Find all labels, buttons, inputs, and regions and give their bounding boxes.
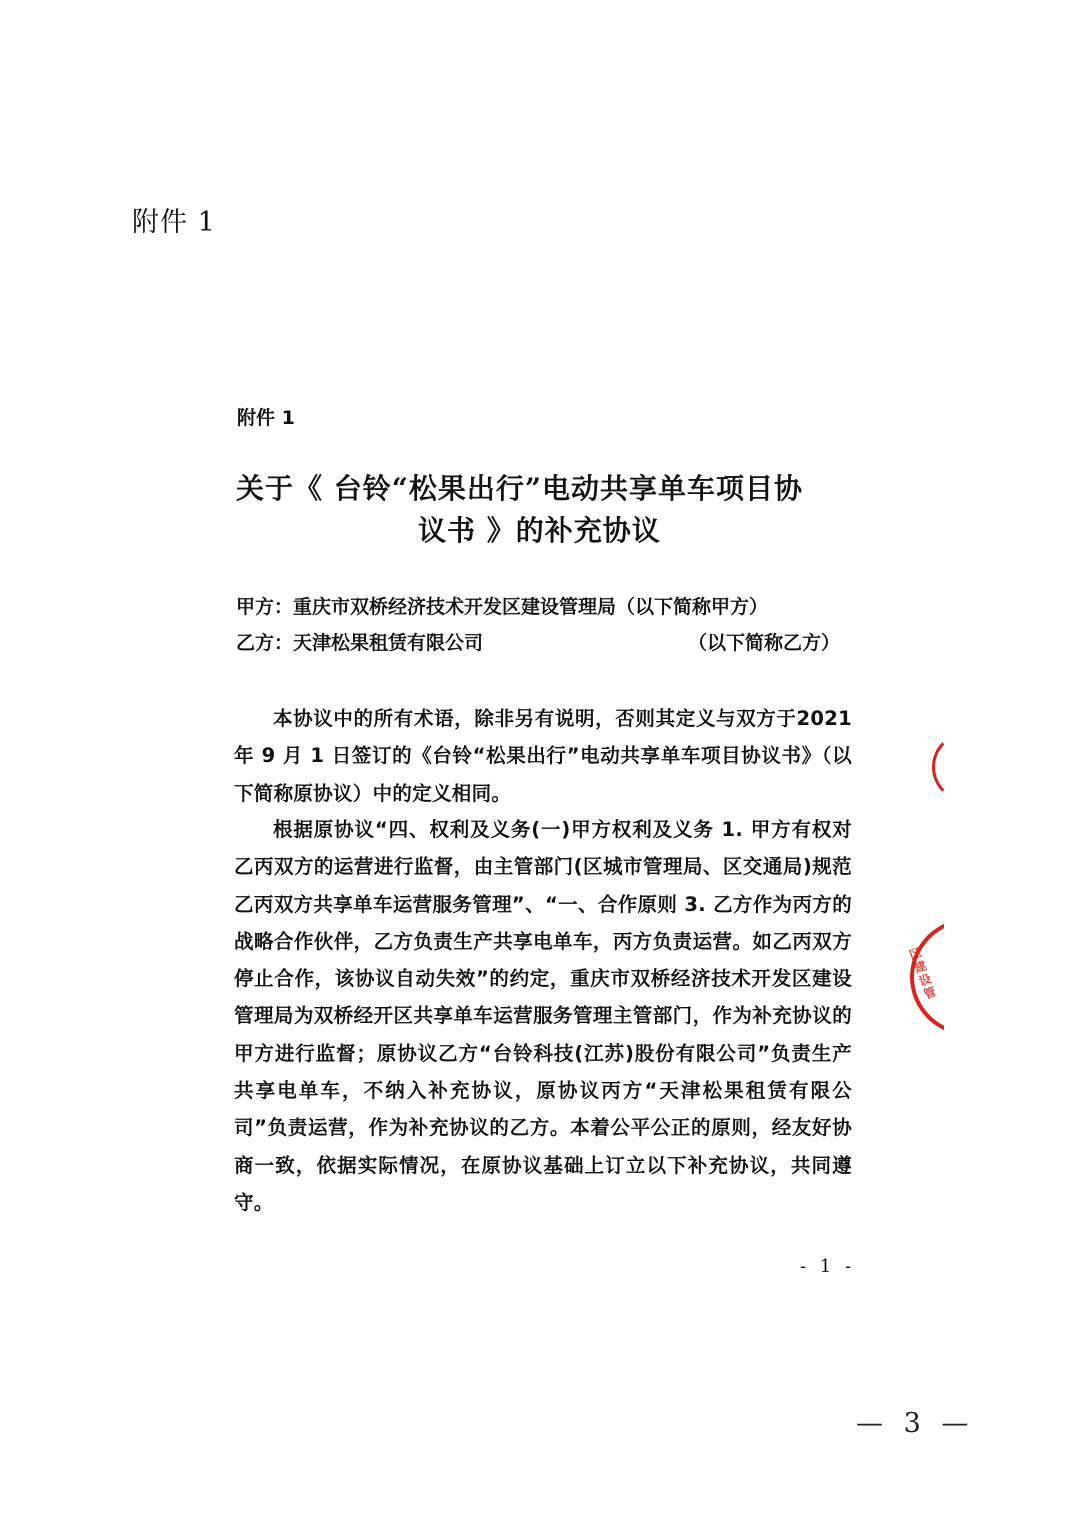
inner-attachment-label: 附件 1 bbox=[237, 407, 295, 429]
inner-page-number: - 1 - bbox=[800, 1256, 856, 1277]
agreement-title bbox=[236, 468, 856, 552]
party-b bbox=[236, 628, 850, 655]
outer-attachment-label bbox=[132, 200, 216, 239]
seal-stamp-lettering: 区 建 设 管 bbox=[907, 945, 938, 1002]
paragraph-definitions: 本协议中的所有术语，除非另有说明，否则其定义与双方于2021 年 9 月 1 日签订的《台铃“松果出行”电动共享单车项目协议书》（以下简称原协议）中的定义相同。 bbox=[234, 707, 852, 805]
party-b-abbreviation: （以下简称乙方） bbox=[687, 632, 840, 654]
party-a: 甲方：重庆市双桥经济技术开发区建设管理局（以下简称甲方） bbox=[236, 596, 769, 618]
agreement-title-line1: 关于《 台铃“松果出行”电动共享单车项目协 bbox=[236, 472, 803, 505]
page-edge-mask bbox=[944, 700, 1074, 1080]
agreement-title-line2: 议书 》的补充协议 bbox=[418, 514, 661, 547]
party-b-name: 乙方：天津松果租赁有限公司 bbox=[236, 632, 484, 654]
outer-page-number: — 3 — bbox=[856, 1408, 975, 1439]
outer-attachment-text: 附件 bbox=[132, 207, 188, 238]
paragraph-basis: 根据原协议“四、权利及义务(一)甲方权利及义务 1. 甲方有权对乙丙双方的运营进行监督，由主管部门(区城市管理局、区交通局)规范乙丙双方共享单车运营服务管理”、“一、合作原则 3. 乙方作为丙方的战略合作伙伴，乙方负责生产共享电单车，丙方负责运营。如乙丙双方停止合作，该协议自动失效”的约定，重庆市双桥经济技术开发区建设管理局为双桥经开区共享单车运营服务管理主管部门，作为补充协议的甲方进行监督；原协议乙方“台铃科技(江苏)股份有限公司”负责生产共享电单车，不纳入补充协议，原协议丙方“天津松果租赁有限公司”负责运营，作为补充协议的乙方。本着公平公正的原则，经友好协商一致，依据实际情况，在原协议基础上订立以下补充协议，共同遵守。 bbox=[234, 818, 852, 1214]
outer-attachment-number: 1 bbox=[197, 207, 216, 238]
